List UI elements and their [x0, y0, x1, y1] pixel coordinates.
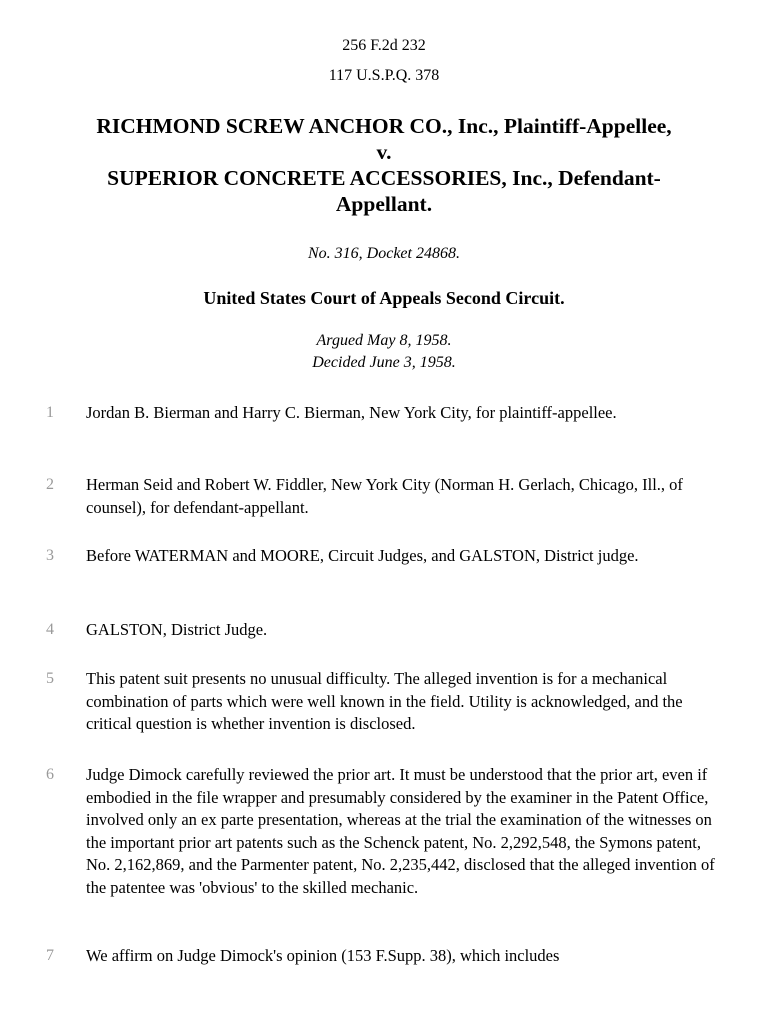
case-title-line: Appellant.	[335, 192, 433, 216]
case-dates	[0, 330, 768, 374]
docket-number: No. 316, Docket 24868.	[308, 245, 460, 262]
paragraph-number: 6	[46, 766, 54, 783]
decided-date: Decided June 3, 1958.	[312, 354, 456, 371]
paragraph-text: GALSTON, District Judge.	[86, 620, 268, 639]
paragraph-number: 5	[46, 670, 54, 687]
case-title-line: SUPERIOR CONCRETE ACCESSORIES, Inc., Defendant-	[107, 166, 661, 190]
case-title	[40, 113, 728, 217]
paragraph-text: This patent suit presents no unusual difficulty. The alleged invention is for a mechanical combination of parts which were well known in the field. Utility is acknowledged, and the critical question is whether invention is disclosed.	[86, 669, 683, 733]
court-name: United States Court of Appeals Second Circuit.	[203, 288, 565, 308]
paragraph-text: We affirm on Judge Dimock's opinion (153 F.Supp. 38), which includes	[86, 946, 560, 965]
paragraph-text: Judge Dimock carefully reviewed the prior art. It must be understood that the prior art, even if embodied in the file wrapper and presumably considered by the examiner in the Patent Office, involved only an ex parte presentation, whereas at the trial the examination of the witnesses on the important prior art patents such as the Schenck patent, No. 2,292,548, the Symons patent, No. 2,162,869, and the Parmenter patent, No. 2,235,442, disclosed that the alleged invention of the patentee was 'obvious' to the skilled mechanic.	[86, 765, 715, 897]
paragraph-text: Before WATERMAN and MOORE, Circuit Judges, and GALSTON, District judge.	[86, 546, 639, 565]
paragraph-number: 4	[46, 621, 54, 638]
paragraph-number: 3	[46, 547, 54, 564]
paragraph-number: 2	[46, 476, 54, 493]
reporter-citation: 256 F.2d 232	[342, 37, 426, 54]
paragraph-number: 1	[46, 404, 54, 421]
paragraph-text: Jordan B. Bierman and Harry C. Bierman, New York City, for plaintiff-appellee.	[86, 403, 617, 422]
paragraph-text: Herman Seid and Robert W. Fiddler, New York City (Norman H. Gerlach, Chicago, Ill., of counsel), for defendant-appellant.	[86, 475, 683, 517]
case-title-line: v.	[376, 140, 392, 164]
case-title-line: RICHMOND SCREW ANCHOR CO., Inc., Plaintiff-Appellee,	[96, 114, 672, 138]
uspq-citation: 117 U.S.P.Q. 378	[328, 67, 440, 84]
argued-date: Argued May 8, 1958.	[316, 332, 452, 349]
paragraph-number: 7	[46, 947, 54, 964]
